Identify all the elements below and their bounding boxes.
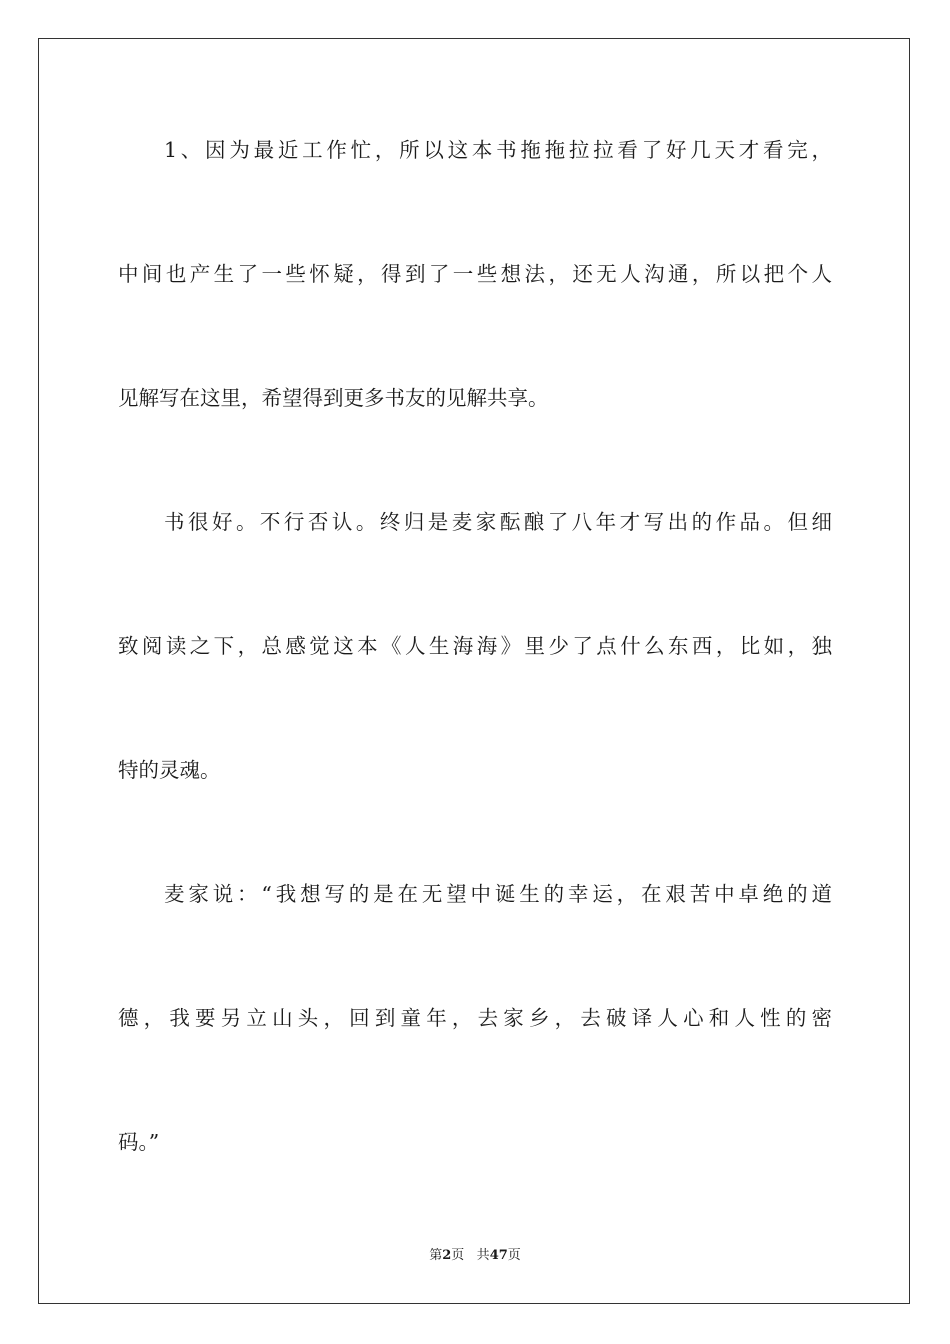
page-footer bbox=[0, 1244, 950, 1263]
paragraph-2-line-1: 书很好。不行否认。终归是麦家酝酿了八年才写出的作品。但细 bbox=[164, 510, 832, 534]
page-prefix: 第 bbox=[429, 1248, 443, 1263]
page-suffix: 页 bbox=[451, 1248, 465, 1263]
page-number: 2 bbox=[442, 1248, 452, 1263]
total-suffix: 页 bbox=[507, 1248, 521, 1263]
paragraph-3-line-1: 麦家说：“我想写的是在无望中诞生的幸运，在艰苦中卓绝的道 bbox=[164, 882, 832, 906]
paragraph-1-line-3: 见解写在这里，希望得到更多书友的见解共享。 bbox=[118, 386, 549, 410]
page-border bbox=[38, 38, 910, 1304]
paragraph-3-line-3: 码。” bbox=[118, 1130, 160, 1154]
paragraph-2-line-3: 特的灵魂。 bbox=[118, 758, 221, 782]
paragraph-1-line-1: 1、因为最近工作忙，所以这本书拖拖拉拉看了好几天才看完， bbox=[164, 138, 832, 162]
total-pages: 47 bbox=[489, 1248, 508, 1263]
paragraph-2-line-2: 致阅读之下，总感觉这本《人生海海》里少了点什么东西，比如，独 bbox=[118, 634, 832, 658]
paragraph-1-line-2: 中间也产生了一些怀疑，得到了一些想法，还无人沟通，所以把个人 bbox=[118, 262, 832, 286]
total-prefix: 共 bbox=[476, 1248, 490, 1263]
paragraph-3-line-2: 德，我要另立山头，回到童年，去家乡，去破译人心和人性的密 bbox=[118, 1006, 832, 1030]
